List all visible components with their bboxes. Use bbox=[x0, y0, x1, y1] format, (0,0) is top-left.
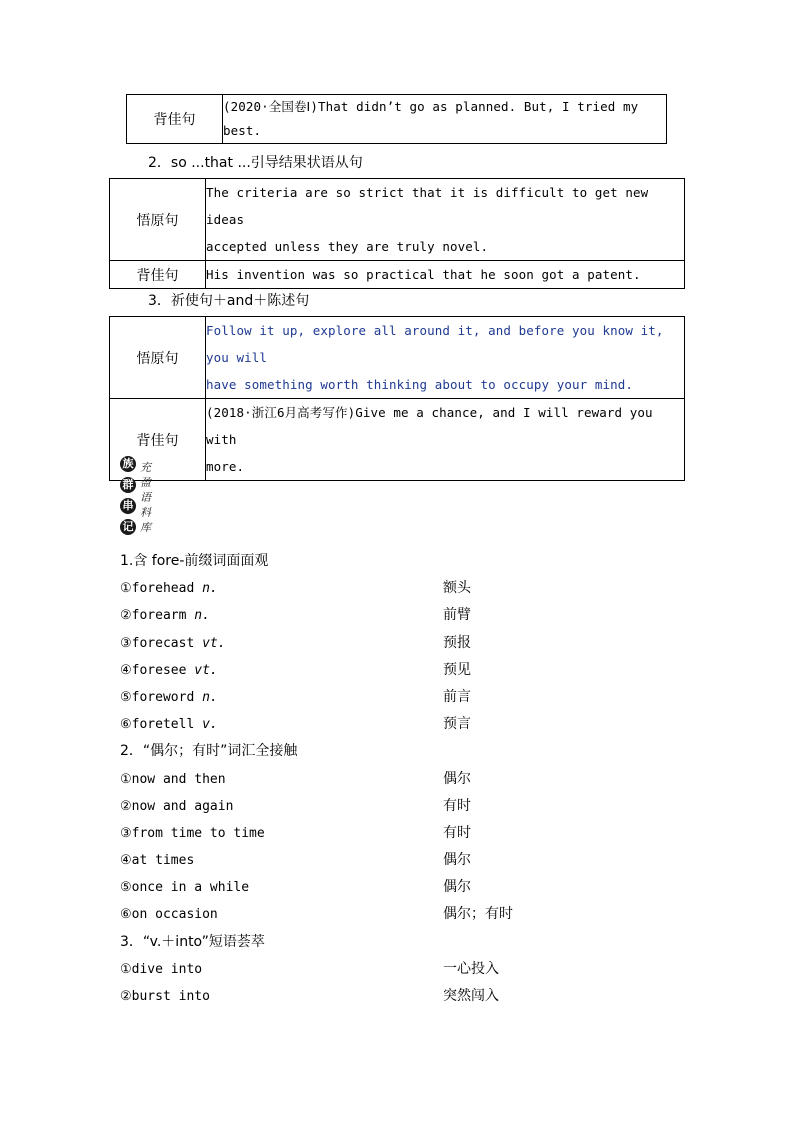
vocab-word: ②now and again bbox=[120, 798, 234, 814]
sentence-text: (2020·全国卷Ⅰ)That didn’t go as planned. But, I tried my best. bbox=[223, 95, 667, 144]
vocab-word: ④at times bbox=[120, 853, 195, 869]
sentence-line: The criteria are so strict that it is difficult to get new ideas bbox=[206, 185, 649, 227]
vocab-meaning: 前臂 bbox=[443, 607, 471, 624]
vocab-word: ③from time to time bbox=[120, 825, 265, 841]
badge-side-char: 充 bbox=[140, 461, 151, 474]
part-of-speech: n. bbox=[194, 608, 210, 624]
table-label: 背佳句 bbox=[127, 95, 223, 144]
table-label: 背佳句 bbox=[110, 261, 206, 289]
sentence-text bbox=[206, 317, 685, 399]
vocab-meaning: 突然闯入 bbox=[443, 988, 499, 1004]
vocab-word: ③forecast vt. bbox=[120, 635, 226, 651]
list-item bbox=[120, 901, 680, 928]
section-heading: 3．祈使句＋and＋陈述句 bbox=[148, 293, 310, 309]
sentence-line: accepted unless they are truly novel. bbox=[206, 239, 489, 254]
badge-side-char: 盈 bbox=[140, 476, 151, 489]
vocab-word: ②burst into bbox=[120, 989, 210, 1004]
badge-side-char: 库 bbox=[140, 521, 151, 534]
badge-circle: 群 bbox=[120, 477, 136, 493]
badge-circle: 串 bbox=[120, 498, 136, 514]
vocab-word: ①forehead n. bbox=[120, 581, 218, 597]
list-item bbox=[120, 956, 680, 983]
list-item bbox=[120, 711, 680, 738]
so-that-table bbox=[109, 178, 685, 289]
sentence-text bbox=[206, 399, 685, 481]
sentence-text bbox=[206, 261, 685, 289]
vocab-word: ⑥on occasion bbox=[120, 907, 218, 923]
list-item bbox=[120, 657, 680, 684]
list-item bbox=[120, 793, 680, 820]
group-title: 3．“v.＋into”短语荟萃 bbox=[120, 933, 265, 950]
group-title: 1.含 fore-前缀词面面观 bbox=[120, 553, 269, 569]
vocab-word: ①now and then bbox=[120, 771, 226, 787]
list-item bbox=[120, 602, 680, 629]
vocab-word: ①dive into bbox=[120, 961, 203, 977]
table-label: 悟原句 bbox=[110, 179, 206, 261]
vocab-meaning: 偶尔；有时 bbox=[443, 906, 513, 923]
list-item bbox=[120, 820, 680, 847]
vocab-word: ⑤foreword n. bbox=[120, 689, 218, 705]
section-heading: 2．so ...that ...引导结果状语从句 bbox=[148, 155, 363, 171]
sentence-text bbox=[206, 179, 685, 261]
list-item bbox=[120, 684, 680, 711]
sentence-line: (2018·浙江6月高考写作)Give me a chance, and I will reward you with bbox=[206, 405, 653, 447]
list-item bbox=[120, 575, 680, 602]
vocab-meaning: 偶尔 bbox=[443, 879, 471, 896]
badge-side-char: 料 bbox=[140, 506, 151, 519]
vocab-meaning: 一心投入 bbox=[443, 960, 499, 977]
part-of-speech: vt. bbox=[194, 662, 218, 678]
list-item bbox=[120, 630, 680, 657]
vocab-meaning: 偶尔 bbox=[443, 852, 471, 869]
sentence-line: have something worth thinking about to occupy your mind. bbox=[206, 377, 634, 392]
table-label: 背佳句 bbox=[110, 399, 206, 481]
vocab-word: ⑤once in a while bbox=[120, 880, 250, 896]
vocab-meaning: 预言 bbox=[443, 716, 471, 733]
sentence-line: Follow it up, explore all around it, and before you know it, you will bbox=[206, 323, 664, 365]
vocab-meaning: 有时 bbox=[443, 797, 471, 814]
list-item bbox=[120, 847, 680, 874]
part-of-speech: n. bbox=[202, 581, 218, 597]
part-of-speech: v. bbox=[202, 717, 218, 733]
vocab-meaning: 预见 bbox=[443, 661, 471, 678]
sentence-line: more. bbox=[206, 459, 245, 474]
table-label: 悟原句 bbox=[110, 317, 206, 399]
vocab-list bbox=[120, 548, 680, 1010]
vocab-meaning: 有时 bbox=[443, 824, 471, 841]
badge-circle: 记 bbox=[120, 519, 136, 535]
vocab-word: ⑥foretell v. bbox=[120, 717, 218, 733]
list-item bbox=[120, 766, 680, 793]
top-sentence-table bbox=[126, 94, 667, 144]
sentence-line: His invention was so practical that he soon got a patent. bbox=[206, 267, 641, 282]
part-of-speech: n. bbox=[202, 689, 218, 705]
badge-circle: 族 bbox=[120, 456, 136, 472]
badge-side-char: 语 bbox=[140, 491, 151, 504]
vocab-word: ④foresee vt. bbox=[120, 662, 218, 678]
imperative-and-table bbox=[109, 316, 685, 481]
vocab-meaning: 偶尔 bbox=[443, 770, 471, 787]
list-item bbox=[120, 874, 680, 901]
vocab-word: ②forearm n. bbox=[120, 608, 210, 624]
part-of-speech: vt. bbox=[202, 635, 226, 651]
group-title: 2．“偶尔；有时”词汇全接触 bbox=[120, 743, 298, 760]
vocab-section-badge bbox=[120, 456, 160, 540]
vocab-meaning: 预报 bbox=[443, 634, 471, 651]
vocab-meaning: 额头 bbox=[443, 580, 471, 597]
vocab-meaning: 前言 bbox=[443, 688, 471, 705]
list-item bbox=[120, 983, 680, 1010]
